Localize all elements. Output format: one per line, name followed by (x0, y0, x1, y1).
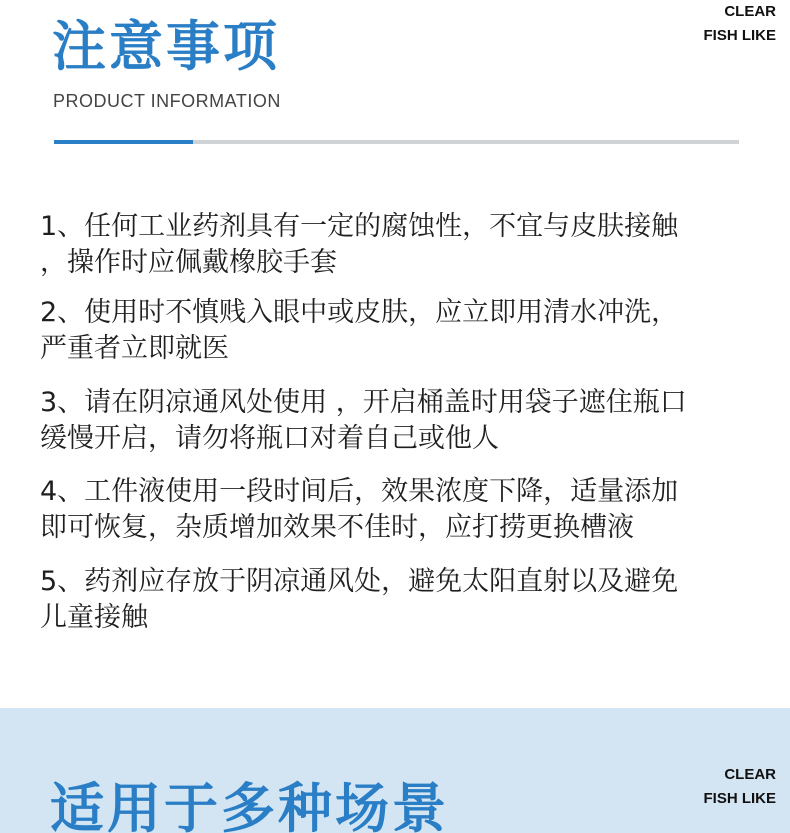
notice-item-5 (40, 564, 760, 636)
page-subtitle: PRODUCT INFORMATION (53, 91, 281, 111)
section-title: 适用于多种场景 (50, 777, 449, 833)
title-divider (54, 140, 739, 144)
brand-line-2: FISH LIKE (703, 27, 776, 44)
notice-item-4 (40, 474, 760, 546)
brand-line-2: FISH LIKE (703, 790, 776, 807)
notice-item-3 (40, 385, 760, 457)
notice-item-text: 缓慢开启，请勿将瓶口对着自己或他人 (40, 423, 499, 454)
brand-line-1: CLEAR (724, 3, 776, 20)
notice-item-text: 严重者立即就医 (40, 333, 229, 364)
notice-item-text: 2、使用时不慎贱入眼中或皮肤，应立即用清水冲洗， (40, 297, 679, 328)
scenarios-section (0, 708, 790, 833)
notice-item-text: 1、任何工业药剂具有一定的腐蚀性，不宜与皮肤接触 (40, 211, 679, 242)
notice-item-text: 3、请在阴凉通风处使用 ，开启桶盖时用袋子遮住瓶口 (40, 387, 687, 418)
notice-item-2 (40, 295, 760, 367)
notice-item-text: 4、工件液使用一段时间后，效果浓度下降，适量添加 (40, 476, 679, 507)
brand-line-1: CLEAR (724, 766, 776, 783)
notice-item-1 (40, 209, 760, 281)
notice-item-text: 5、药剂应存放于阴凉通风处，避免太阳直射以及避免 (40, 566, 679, 597)
notice-item-text: 即可恢复，杂质增加效果不佳时，应打捞更换槽液 (40, 512, 634, 543)
notice-item-text: ，操作时应佩戴橡胶手套 (40, 247, 337, 278)
brand-tag (703, 0, 776, 48)
page-title: 注意事项 (52, 15, 280, 78)
title-divider-accent (54, 140, 193, 144)
notice-item-text: 儿童接触 (40, 602, 148, 633)
brand-tag (703, 763, 776, 811)
